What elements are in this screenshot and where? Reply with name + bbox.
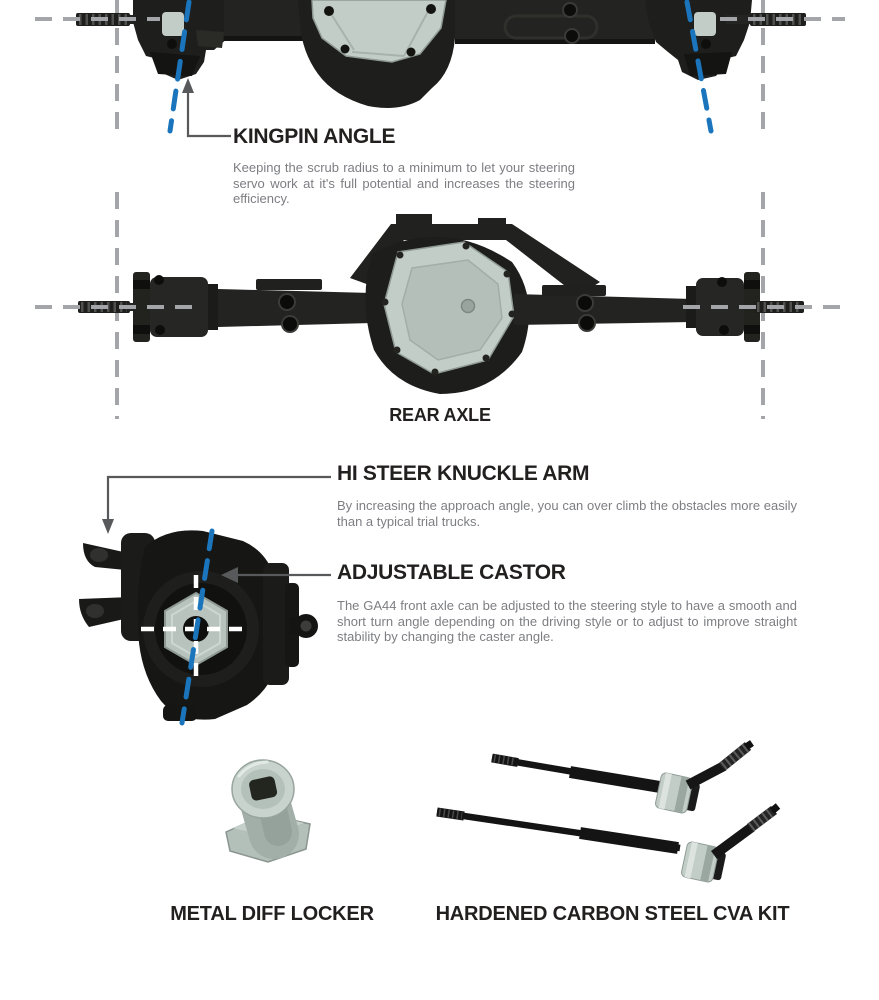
rear-axle-right-tube [514,285,692,331]
rear-axle-right-hub [686,272,760,342]
cva-shaft-lower [437,806,778,885]
front-axle-diff-housing [298,0,458,108]
knuckle-castor-plates [263,563,318,685]
cva-kit-label: HARDENED CARBON STEEL CVA KIT [435,903,790,925]
front-axle-right-tube [455,0,655,44]
cva-shaft-upper [492,743,752,816]
kingpin-angle-title: KINGPIN ANGLE [233,125,396,148]
rear-axle-left-hub [133,272,218,342]
rear-axle-label: REAR AXLE [389,405,491,425]
cva-kit-image [430,735,795,890]
rear-axle-left-tube [218,279,372,332]
front-axle-right-knuckle [645,0,752,80]
kingpin-angle-description: Keeping the scrub radius to a minimum to let your steering servo work at it's full potential and increases the steering efficiency. [233,160,575,207]
rear-axle-right-stub-shaft [754,301,804,313]
adjustable-castor-title: ADJUSTABLE CASTOR [337,561,566,584]
rear-axle-image [0,210,879,415]
adjustable-castor-description: The GA44 front axle can be adjusted to the steering style to have a smooth and short turn angle depending on the driving style or to adjust to improve straight stability by changing the caster angle. [337,598,797,645]
knuckle-arm-image [75,525,325,730]
hi-steer-description: By increasing the approach angle, you can over climb the obstacles more easily than a typical trial trucks. [337,498,797,529]
front-axle-image [0,0,879,140]
diff-locker-image [210,752,340,870]
metal-diff-locker-label: METAL DIFF LOCKER [170,903,374,925]
front-axle-left-tube [224,0,306,40]
front-axle-left-knuckle [133,0,238,80]
rear-axle-diff-housing [365,237,529,394]
hi-steer-knuckle-arm-title: HI STEER KNUCKLE ARM [337,462,590,485]
diff-locker-cylinder [232,760,294,834]
